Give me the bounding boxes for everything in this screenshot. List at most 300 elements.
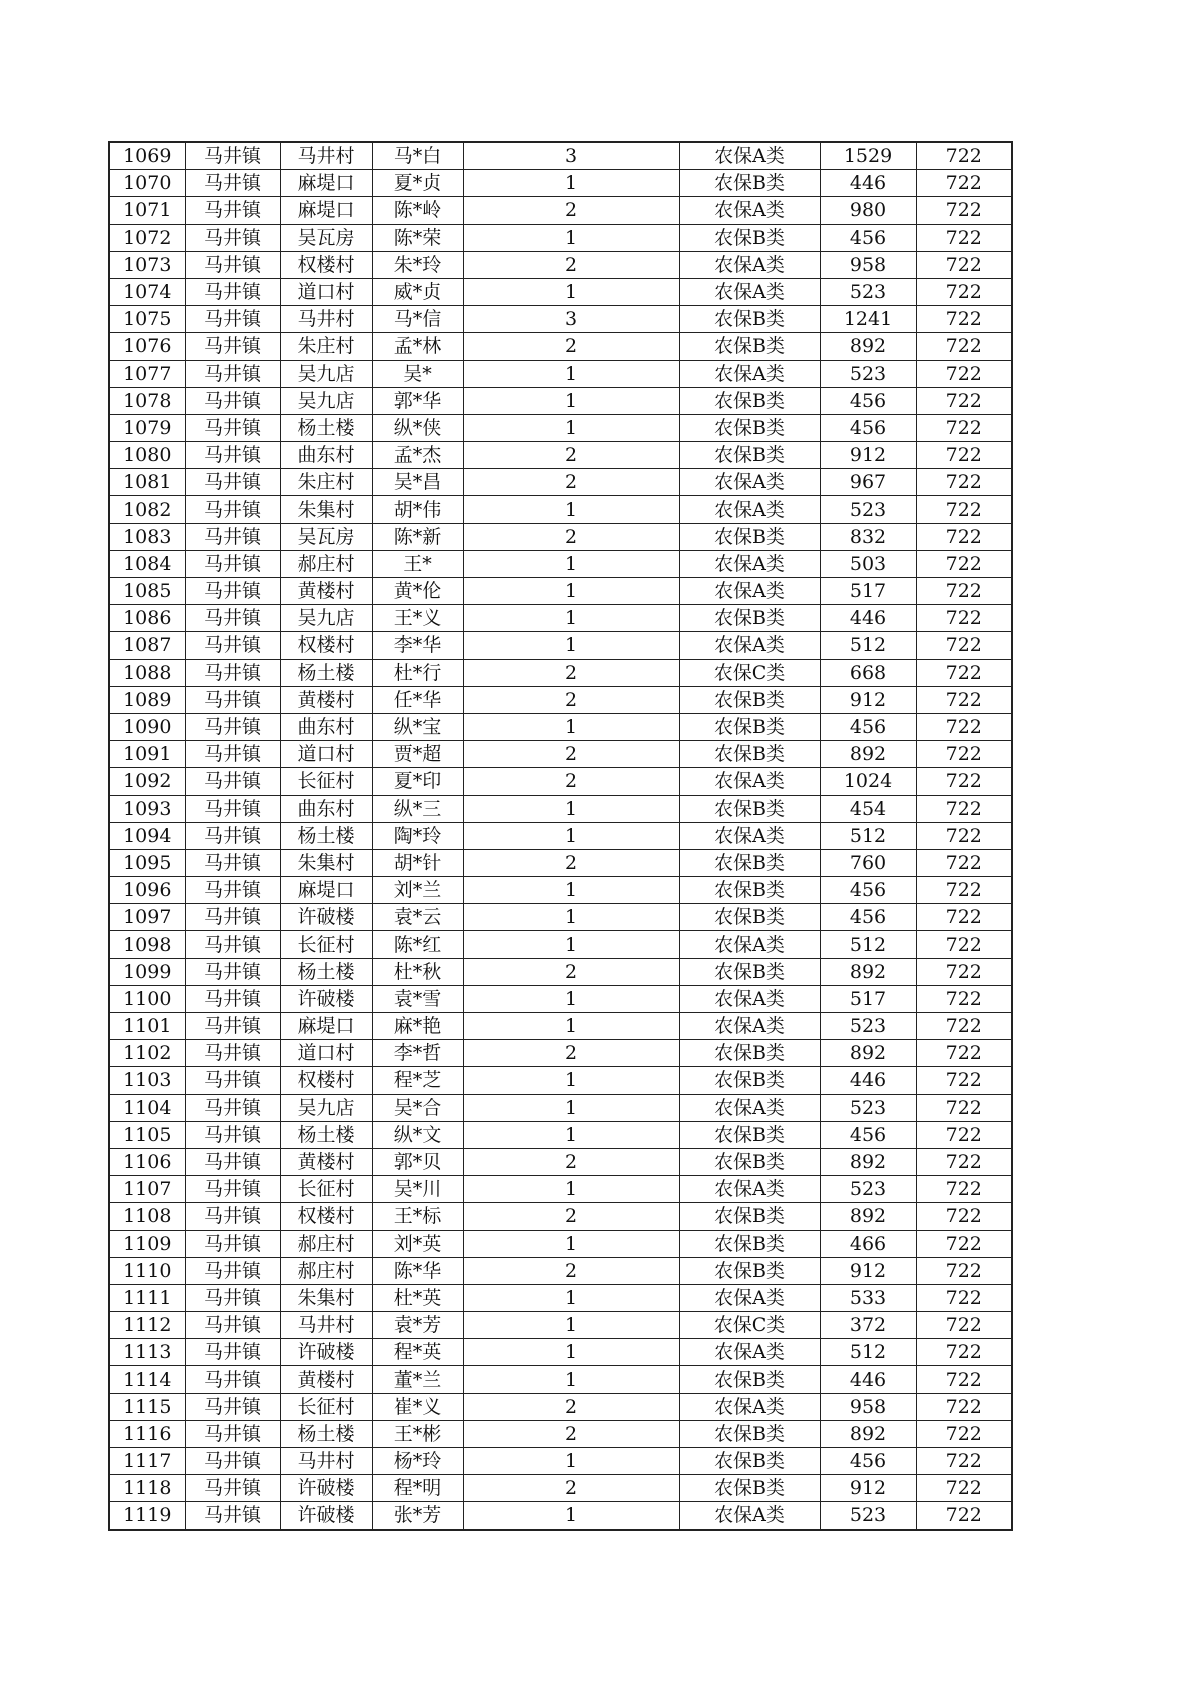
- household-count-cell: 1: [463, 795, 679, 822]
- amount-cell: 512: [820, 632, 916, 659]
- household-count-cell: 1: [463, 387, 679, 414]
- code-cell: 722: [916, 333, 1012, 360]
- table-row: [109, 142, 1012, 170]
- table-row: [109, 360, 1012, 387]
- name-cell: 程*明: [372, 1475, 463, 1502]
- town-cell: 马井镇: [185, 496, 280, 523]
- household-count-cell: 1: [463, 1176, 679, 1203]
- town-cell: 马井镇: [185, 197, 280, 224]
- table-row: [109, 1420, 1012, 1447]
- town-cell: 马井镇: [185, 1448, 280, 1475]
- household-count-cell: 1: [463, 224, 679, 251]
- table-row: [109, 387, 1012, 414]
- code-cell: 722: [916, 360, 1012, 387]
- row-id-cell: 1069: [109, 142, 185, 170]
- name-cell: 陈*岭: [372, 197, 463, 224]
- village-cell: 吴九店: [280, 360, 372, 387]
- town-cell: 马井镇: [185, 1203, 280, 1230]
- town-cell: 马井镇: [185, 904, 280, 931]
- amount-cell: 892: [820, 1203, 916, 1230]
- village-cell: 吴九店: [280, 387, 372, 414]
- household-count-cell: 2: [463, 1148, 679, 1175]
- household-count-cell: 2: [463, 333, 679, 360]
- table-row: [109, 1502, 1012, 1530]
- code-cell: 722: [916, 1502, 1012, 1530]
- household-count-cell: 2: [463, 1203, 679, 1230]
- table-row: [109, 1230, 1012, 1257]
- town-cell: 马井镇: [185, 333, 280, 360]
- code-cell: 722: [916, 768, 1012, 795]
- village-cell: 朱庄村: [280, 469, 372, 496]
- amount-cell: 454: [820, 795, 916, 822]
- insurance-type-cell: 农保B类: [679, 1448, 820, 1475]
- village-cell: 曲东村: [280, 713, 372, 740]
- town-cell: 马井镇: [185, 414, 280, 441]
- village-cell: 曲东村: [280, 795, 372, 822]
- household-count-cell: 2: [463, 1475, 679, 1502]
- amount-cell: 912: [820, 442, 916, 469]
- code-cell: 722: [916, 1121, 1012, 1148]
- name-cell: 张*芳: [372, 1502, 463, 1530]
- name-cell: 吴*: [372, 360, 463, 387]
- amount-cell: 523: [820, 1502, 916, 1530]
- table-row: [109, 768, 1012, 795]
- insurance-type-cell: 农保A类: [679, 197, 820, 224]
- household-count-cell: 1: [463, 605, 679, 632]
- household-count-cell: 2: [463, 469, 679, 496]
- town-cell: 马井镇: [185, 550, 280, 577]
- row-id-cell: 1095: [109, 849, 185, 876]
- insurance-type-cell: 农保C类: [679, 659, 820, 686]
- amount-cell: 523: [820, 1176, 916, 1203]
- amount-cell: 958: [820, 1393, 916, 1420]
- table-row: [109, 1040, 1012, 1067]
- household-count-cell: 1: [463, 1094, 679, 1121]
- row-id-cell: 1093: [109, 795, 185, 822]
- household-count-cell: 1: [463, 414, 679, 441]
- code-cell: 722: [916, 578, 1012, 605]
- code-cell: 722: [916, 985, 1012, 1012]
- amount-cell: 512: [820, 822, 916, 849]
- insurance-type-cell: 农保B类: [679, 306, 820, 333]
- amount-cell: 892: [820, 1420, 916, 1447]
- village-cell: 杨土楼: [280, 659, 372, 686]
- insurance-type-cell: 农保B类: [679, 713, 820, 740]
- code-cell: 722: [916, 958, 1012, 985]
- household-count-cell: 2: [463, 197, 679, 224]
- name-cell: 纵*侠: [372, 414, 463, 441]
- insurance-type-cell: 农保B类: [679, 849, 820, 876]
- town-cell: 马井镇: [185, 1040, 280, 1067]
- town-cell: 马井镇: [185, 387, 280, 414]
- table-row: [109, 877, 1012, 904]
- row-id-cell: 1073: [109, 251, 185, 278]
- insurance-type-cell: 农保B类: [679, 686, 820, 713]
- insurance-type-cell: 农保B类: [679, 170, 820, 197]
- insurance-type-cell: 农保B类: [679, 1148, 820, 1175]
- village-cell: 吴九店: [280, 605, 372, 632]
- insurance-type-cell: 农保A类: [679, 768, 820, 795]
- code-cell: 722: [916, 387, 1012, 414]
- town-cell: 马井镇: [185, 713, 280, 740]
- household-count-cell: 2: [463, 768, 679, 795]
- household-count-cell: 1: [463, 877, 679, 904]
- amount-cell: 523: [820, 278, 916, 305]
- town-cell: 马井镇: [185, 278, 280, 305]
- insurance-type-cell: 农保A类: [679, 360, 820, 387]
- household-count-cell: 1: [463, 1502, 679, 1530]
- household-count-cell: 3: [463, 142, 679, 170]
- code-cell: 722: [916, 142, 1012, 170]
- insurance-type-cell: 农保A类: [679, 1339, 820, 1366]
- name-cell: 夏*印: [372, 768, 463, 795]
- roster-body: [109, 142, 1012, 1530]
- amount-cell: 892: [820, 1148, 916, 1175]
- row-id-cell: 1109: [109, 1230, 185, 1257]
- name-cell: 陶*玲: [372, 822, 463, 849]
- town-cell: 马井镇: [185, 931, 280, 958]
- name-cell: 孟*林: [372, 333, 463, 360]
- amount-cell: 446: [820, 1067, 916, 1094]
- row-id-cell: 1104: [109, 1094, 185, 1121]
- row-id-cell: 1088: [109, 659, 185, 686]
- village-cell: 权楼村: [280, 1067, 372, 1094]
- amount-cell: 512: [820, 931, 916, 958]
- amount-cell: 456: [820, 1121, 916, 1148]
- village-cell: 长征村: [280, 1176, 372, 1203]
- town-cell: 马井镇: [185, 523, 280, 550]
- amount-cell: 466: [820, 1230, 916, 1257]
- amount-cell: 446: [820, 1366, 916, 1393]
- code-cell: 722: [916, 306, 1012, 333]
- insurance-type-cell: 农保A类: [679, 1013, 820, 1040]
- name-cell: 威*贞: [372, 278, 463, 305]
- table-row: [109, 1176, 1012, 1203]
- amount-cell: 523: [820, 1094, 916, 1121]
- code-cell: 722: [916, 197, 1012, 224]
- household-count-cell: 2: [463, 442, 679, 469]
- table-row: [109, 414, 1012, 441]
- row-id-cell: 1097: [109, 904, 185, 931]
- insurance-type-cell: 农保B类: [679, 1230, 820, 1257]
- insurance-type-cell: 农保B类: [679, 333, 820, 360]
- village-cell: 道口村: [280, 741, 372, 768]
- insurance-type-cell: 农保B类: [679, 442, 820, 469]
- table-row: [109, 496, 1012, 523]
- town-cell: 马井镇: [185, 251, 280, 278]
- insurance-type-cell: 农保B类: [679, 1257, 820, 1284]
- name-cell: 纵*宝: [372, 713, 463, 740]
- insurance-type-cell: 农保B类: [679, 1420, 820, 1447]
- code-cell: 722: [916, 442, 1012, 469]
- code-cell: 722: [916, 469, 1012, 496]
- town-cell: 马井镇: [185, 578, 280, 605]
- household-count-cell: 2: [463, 849, 679, 876]
- code-cell: 722: [916, 632, 1012, 659]
- code-cell: 722: [916, 686, 1012, 713]
- name-cell: 崔*义: [372, 1393, 463, 1420]
- code-cell: 722: [916, 1148, 1012, 1175]
- name-cell: 吴*川: [372, 1176, 463, 1203]
- code-cell: 722: [916, 713, 1012, 740]
- row-id-cell: 1075: [109, 306, 185, 333]
- village-cell: 许破楼: [280, 1502, 372, 1530]
- row-id-cell: 1114: [109, 1366, 185, 1393]
- row-id-cell: 1113: [109, 1339, 185, 1366]
- household-count-cell: 2: [463, 1257, 679, 1284]
- insurance-type-cell: 农保A类: [679, 1284, 820, 1311]
- name-cell: 贾*超: [372, 741, 463, 768]
- row-id-cell: 1118: [109, 1475, 185, 1502]
- insurance-type-cell: 农保A类: [679, 496, 820, 523]
- row-id-cell: 1102: [109, 1040, 185, 1067]
- village-cell: 杨土楼: [280, 1121, 372, 1148]
- name-cell: 李*华: [372, 632, 463, 659]
- insurance-type-cell: 农保A类: [679, 985, 820, 1012]
- amount-cell: 892: [820, 1040, 916, 1067]
- town-cell: 马井镇: [185, 469, 280, 496]
- table-row: [109, 1013, 1012, 1040]
- village-cell: 许破楼: [280, 1339, 372, 1366]
- table-row: [109, 1257, 1012, 1284]
- name-cell: 杨*玲: [372, 1448, 463, 1475]
- household-count-cell: 1: [463, 1121, 679, 1148]
- code-cell: 722: [916, 1312, 1012, 1339]
- name-cell: 王*: [372, 550, 463, 577]
- code-cell: 722: [916, 1448, 1012, 1475]
- table-row: [109, 686, 1012, 713]
- table-row: [109, 1366, 1012, 1393]
- town-cell: 马井镇: [185, 1067, 280, 1094]
- village-cell: 马井村: [280, 1448, 372, 1475]
- village-cell: 杨土楼: [280, 822, 372, 849]
- code-cell: 722: [916, 605, 1012, 632]
- row-id-cell: 1070: [109, 170, 185, 197]
- town-cell: 马井镇: [185, 1502, 280, 1530]
- code-cell: 722: [916, 224, 1012, 251]
- amount-cell: 1529: [820, 142, 916, 170]
- insurance-type-cell: 农保B类: [679, 795, 820, 822]
- code-cell: 722: [916, 931, 1012, 958]
- amount-cell: 456: [820, 414, 916, 441]
- village-cell: 吴瓦房: [280, 224, 372, 251]
- row-id-cell: 1100: [109, 985, 185, 1012]
- table-row: [109, 578, 1012, 605]
- code-cell: 722: [916, 1420, 1012, 1447]
- name-cell: 程*芝: [372, 1067, 463, 1094]
- row-id-cell: 1119: [109, 1502, 185, 1530]
- village-cell: 权楼村: [280, 251, 372, 278]
- village-cell: 道口村: [280, 1040, 372, 1067]
- row-id-cell: 1096: [109, 877, 185, 904]
- code-cell: 722: [916, 251, 1012, 278]
- amount-cell: 668: [820, 659, 916, 686]
- town-cell: 马井镇: [185, 686, 280, 713]
- table-row: [109, 605, 1012, 632]
- insurance-type-cell: 农保A类: [679, 1176, 820, 1203]
- insurance-type-cell: 农保B类: [679, 1366, 820, 1393]
- table-row: [109, 741, 1012, 768]
- amount-cell: 512: [820, 1339, 916, 1366]
- row-id-cell: 1110: [109, 1257, 185, 1284]
- table-row: [109, 278, 1012, 305]
- household-count-cell: 1: [463, 1448, 679, 1475]
- row-id-cell: 1071: [109, 197, 185, 224]
- town-cell: 马井镇: [185, 1094, 280, 1121]
- row-id-cell: 1082: [109, 496, 185, 523]
- village-cell: 麻堤口: [280, 877, 372, 904]
- code-cell: 722: [916, 795, 1012, 822]
- household-count-cell: 1: [463, 1013, 679, 1040]
- household-count-cell: 1: [463, 1284, 679, 1311]
- code-cell: 722: [916, 1013, 1012, 1040]
- village-cell: 杨土楼: [280, 958, 372, 985]
- row-id-cell: 1081: [109, 469, 185, 496]
- village-cell: 朱集村: [280, 496, 372, 523]
- row-id-cell: 1083: [109, 523, 185, 550]
- village-cell: 麻堤口: [280, 170, 372, 197]
- amount-cell: 456: [820, 877, 916, 904]
- household-count-cell: 1: [463, 1067, 679, 1094]
- town-cell: 马井镇: [185, 1475, 280, 1502]
- amount-cell: 912: [820, 1257, 916, 1284]
- code-cell: 722: [916, 496, 1012, 523]
- insurance-type-cell: 农保A类: [679, 578, 820, 605]
- town-cell: 马井镇: [185, 849, 280, 876]
- household-count-cell: 1: [463, 632, 679, 659]
- village-cell: 权楼村: [280, 632, 372, 659]
- name-cell: 程*英: [372, 1339, 463, 1366]
- town-cell: 马井镇: [185, 958, 280, 985]
- household-count-cell: 2: [463, 1040, 679, 1067]
- row-id-cell: 1107: [109, 1176, 185, 1203]
- insurance-type-cell: 农保B类: [679, 877, 820, 904]
- town-cell: 马井镇: [185, 1420, 280, 1447]
- amount-cell: 456: [820, 713, 916, 740]
- town-cell: 马井镇: [185, 360, 280, 387]
- amount-cell: 912: [820, 686, 916, 713]
- table-row: [109, 170, 1012, 197]
- table-row: [109, 713, 1012, 740]
- household-count-cell: 1: [463, 1366, 679, 1393]
- name-cell: 王*彬: [372, 1420, 463, 1447]
- insurance-type-cell: 农保A类: [679, 632, 820, 659]
- village-cell: 郝庄村: [280, 1230, 372, 1257]
- amount-cell: 372: [820, 1312, 916, 1339]
- row-id-cell: 1084: [109, 550, 185, 577]
- amount-cell: 1024: [820, 768, 916, 795]
- town-cell: 马井镇: [185, 768, 280, 795]
- village-cell: 曲东村: [280, 442, 372, 469]
- town-cell: 马井镇: [185, 822, 280, 849]
- insurance-type-cell: 农保B类: [679, 1203, 820, 1230]
- table-row: [109, 1148, 1012, 1175]
- name-cell: 刘*兰: [372, 877, 463, 904]
- household-count-cell: 1: [463, 578, 679, 605]
- town-cell: 马井镇: [185, 1013, 280, 1040]
- village-cell: 权楼村: [280, 1203, 372, 1230]
- insurance-type-cell: 农保A类: [679, 931, 820, 958]
- insurance-type-cell: 农保B类: [679, 523, 820, 550]
- name-cell: 马*白: [372, 142, 463, 170]
- name-cell: 董*兰: [372, 1366, 463, 1393]
- row-id-cell: 1090: [109, 713, 185, 740]
- insurance-type-cell: 农保A类: [679, 550, 820, 577]
- insurance-type-cell: 农保B类: [679, 224, 820, 251]
- town-cell: 马井镇: [185, 1230, 280, 1257]
- town-cell: 马井镇: [185, 1393, 280, 1420]
- amount-cell: 967: [820, 469, 916, 496]
- name-cell: 孟*杰: [372, 442, 463, 469]
- village-cell: 朱集村: [280, 1284, 372, 1311]
- household-count-cell: 1: [463, 1339, 679, 1366]
- village-cell: 麻堤口: [280, 1013, 372, 1040]
- amount-cell: 523: [820, 1013, 916, 1040]
- row-id-cell: 1092: [109, 768, 185, 795]
- table-row: [109, 958, 1012, 985]
- code-cell: 722: [916, 1284, 1012, 1311]
- name-cell: 郭*华: [372, 387, 463, 414]
- table-row: [109, 1448, 1012, 1475]
- row-id-cell: 1112: [109, 1312, 185, 1339]
- name-cell: 王*义: [372, 605, 463, 632]
- village-cell: 马井村: [280, 142, 372, 170]
- insurance-type-cell: 农保B类: [679, 1067, 820, 1094]
- table-row: [109, 442, 1012, 469]
- row-id-cell: 1098: [109, 931, 185, 958]
- row-id-cell: 1091: [109, 741, 185, 768]
- village-cell: 许破楼: [280, 904, 372, 931]
- village-cell: 许破楼: [280, 985, 372, 1012]
- row-id-cell: 1106: [109, 1148, 185, 1175]
- amount-cell: 446: [820, 605, 916, 632]
- amount-cell: 446: [820, 170, 916, 197]
- table-row: [109, 1284, 1012, 1311]
- village-cell: 黄楼村: [280, 578, 372, 605]
- amount-cell: 523: [820, 360, 916, 387]
- village-cell: 黄楼村: [280, 1366, 372, 1393]
- code-cell: 722: [916, 1393, 1012, 1420]
- household-count-cell: 1: [463, 985, 679, 1012]
- code-cell: 722: [916, 1230, 1012, 1257]
- village-cell: 吴九店: [280, 1094, 372, 1121]
- name-cell: 王*标: [372, 1203, 463, 1230]
- village-cell: 郝庄村: [280, 1257, 372, 1284]
- table-row: [109, 822, 1012, 849]
- village-cell: 黄楼村: [280, 1148, 372, 1175]
- insurance-type-cell: 农保B类: [679, 1040, 820, 1067]
- village-cell: 许破楼: [280, 1475, 372, 1502]
- code-cell: 722: [916, 1203, 1012, 1230]
- insurance-type-cell: 农保C类: [679, 1312, 820, 1339]
- row-id-cell: 1108: [109, 1203, 185, 1230]
- household-count-cell: 1: [463, 360, 679, 387]
- name-cell: 任*华: [372, 686, 463, 713]
- town-cell: 马井镇: [185, 142, 280, 170]
- name-cell: 吴*合: [372, 1094, 463, 1121]
- table-row: [109, 659, 1012, 686]
- name-cell: 袁*芳: [372, 1312, 463, 1339]
- row-id-cell: 1087: [109, 632, 185, 659]
- row-id-cell: 1115: [109, 1393, 185, 1420]
- amount-cell: 456: [820, 904, 916, 931]
- household-count-cell: 2: [463, 659, 679, 686]
- code-cell: 722: [916, 414, 1012, 441]
- name-cell: 纵*三: [372, 795, 463, 822]
- table-row: [109, 333, 1012, 360]
- amount-cell: 503: [820, 550, 916, 577]
- row-id-cell: 1099: [109, 958, 185, 985]
